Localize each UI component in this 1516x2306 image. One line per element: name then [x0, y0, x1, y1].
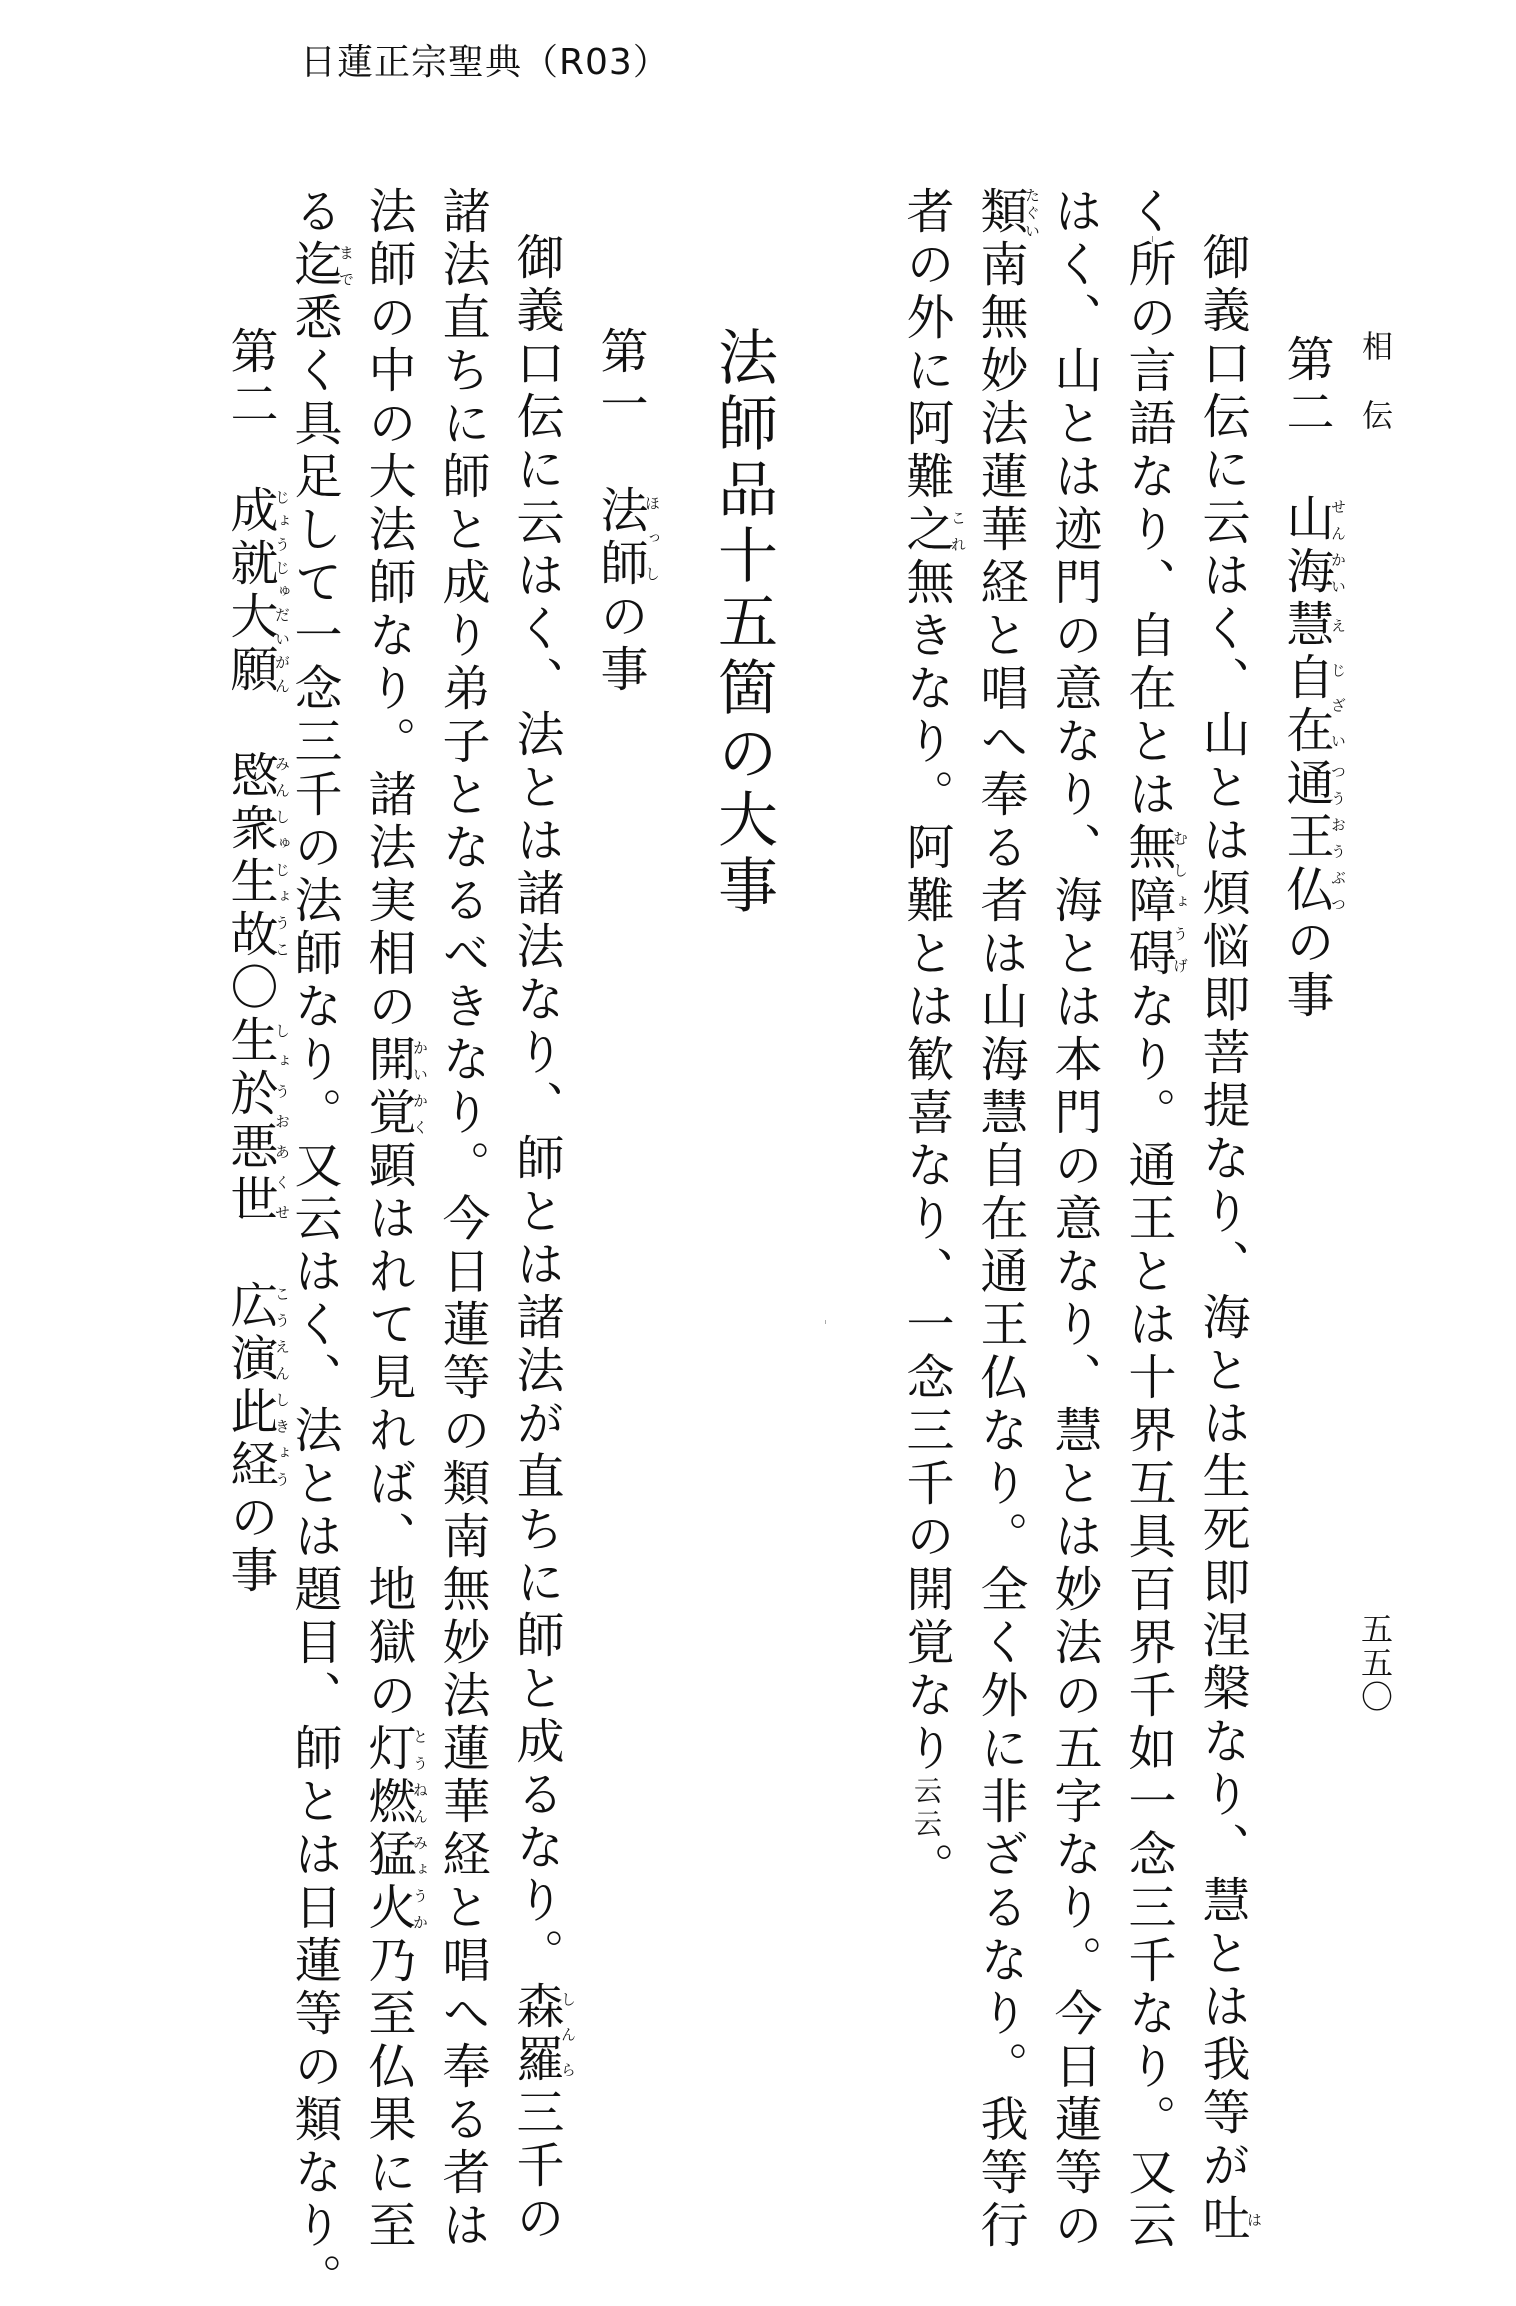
ruby-annotated-text: 成就大願じょうじゅだいがん	[222, 485, 291, 697]
page-number: 五五〇	[1356, 1612, 1394, 1714]
ruby-annotated-text: 通王仏つうおうぶつ	[1278, 758, 1347, 917]
running-head: 相伝	[1356, 330, 1392, 468]
ruby-annotated-text: 広演此経こうえんしきょう	[222, 1280, 291, 1492]
section-title: 法師品十五箇の大事	[708, 326, 778, 920]
ruby-annotated-text: 類たぐい	[972, 186, 1041, 239]
ruby-annotated-text: 無障碍むしょうげ	[1120, 822, 1189, 981]
body-text-column: 諸法直ちに師と成り弟子となるべきなり。今日蓮等の類南無妙法蓮華経と唱へ奉る者は	[434, 186, 490, 2253]
body-text-column: 御義口伝に云はく、法とは諸法なり、師とは諸法が直ちに師と成るなり。森羅しんら三千の	[508, 232, 577, 2246]
ruby-annotated-text: 灯燃猛火とうねんみょうか	[360, 1723, 429, 1935]
body-text-column: 者の外に阿難之これ無きなり。阿難とは歓喜なり、一念三千の開覚なり云云。	[898, 186, 967, 1895]
item-heading: 第一 法師ほっしの事	[592, 326, 661, 697]
ruby-annotated-text: 生於悪世しょうおあくせ	[222, 1015, 291, 1227]
body-text-column: る迄まで悉く具足して一念三千の法師なり。又云はく、法とは題目、師とは日蓮等の類なり。	[286, 186, 355, 2306]
ruby-annotated-text: 山海せんかい	[1278, 493, 1347, 599]
ruby-annotated-text: 森羅しんら	[508, 1981, 577, 2087]
ruby-annotated-text: 慧え	[1278, 599, 1347, 652]
ruby-annotated-text: 愍衆生故みんしゅじょうこ	[222, 750, 291, 962]
body-text-column: 類たぐい南無妙法蓮華経と唱へ奉る者は山海慧自在通王仏なり。全く外に非ざるなり。我等行	[972, 186, 1041, 2253]
ruby-annotated-text: 自在じざい	[1278, 652, 1347, 758]
small-text: 云云	[910, 1776, 943, 1842]
ruby-annotated-text: 迄まで	[286, 239, 355, 292]
item-heading: 第二 成就大願じょうじゅだいがん 愍衆生故みんしゅじょうこ〇生於悪世しょうおあくせ 広演此経こうえんしきょうの事	[222, 326, 291, 1598]
body-text-column: く所の言語なり、自在とは無障碍むしょうげなり。通王とは十界互具百界千如一念三千なり。又云	[1120, 186, 1189, 2253]
body-text-column: はく、山とは迹門の意なり、海とは本門の意なり、慧とは妙法の五字なり。今日蓮等の	[1046, 186, 1102, 2253]
ruby-annotated-text: 開覚かいかく	[360, 1034, 429, 1140]
ruby-annotated-text: 之これ	[898, 504, 967, 557]
document-title: 日蓮正宗聖典（R03）	[300, 42, 670, 83]
body-text-column: 御義口伝に云はく、山とは煩悩即菩提なり、海とは生死即涅槃なり、慧とは我等が吐は	[1194, 232, 1263, 2246]
ruby-annotated-text: 法師ほっし	[592, 485, 661, 591]
ruby-annotated-text: 吐は	[1194, 2193, 1263, 2246]
item-heading: 第二 山海せんかい慧え自在じざい通王仏つうおうぶつの事	[1278, 334, 1347, 1023]
body-text-column: 法師の中の大法師なり。諸法実相の開覚かいかく顕はれて見れば、地獄の灯燃猛火とうねんみょうか乃至仏果に至	[360, 186, 429, 2253]
margin-mark	[825, 1320, 826, 1324]
